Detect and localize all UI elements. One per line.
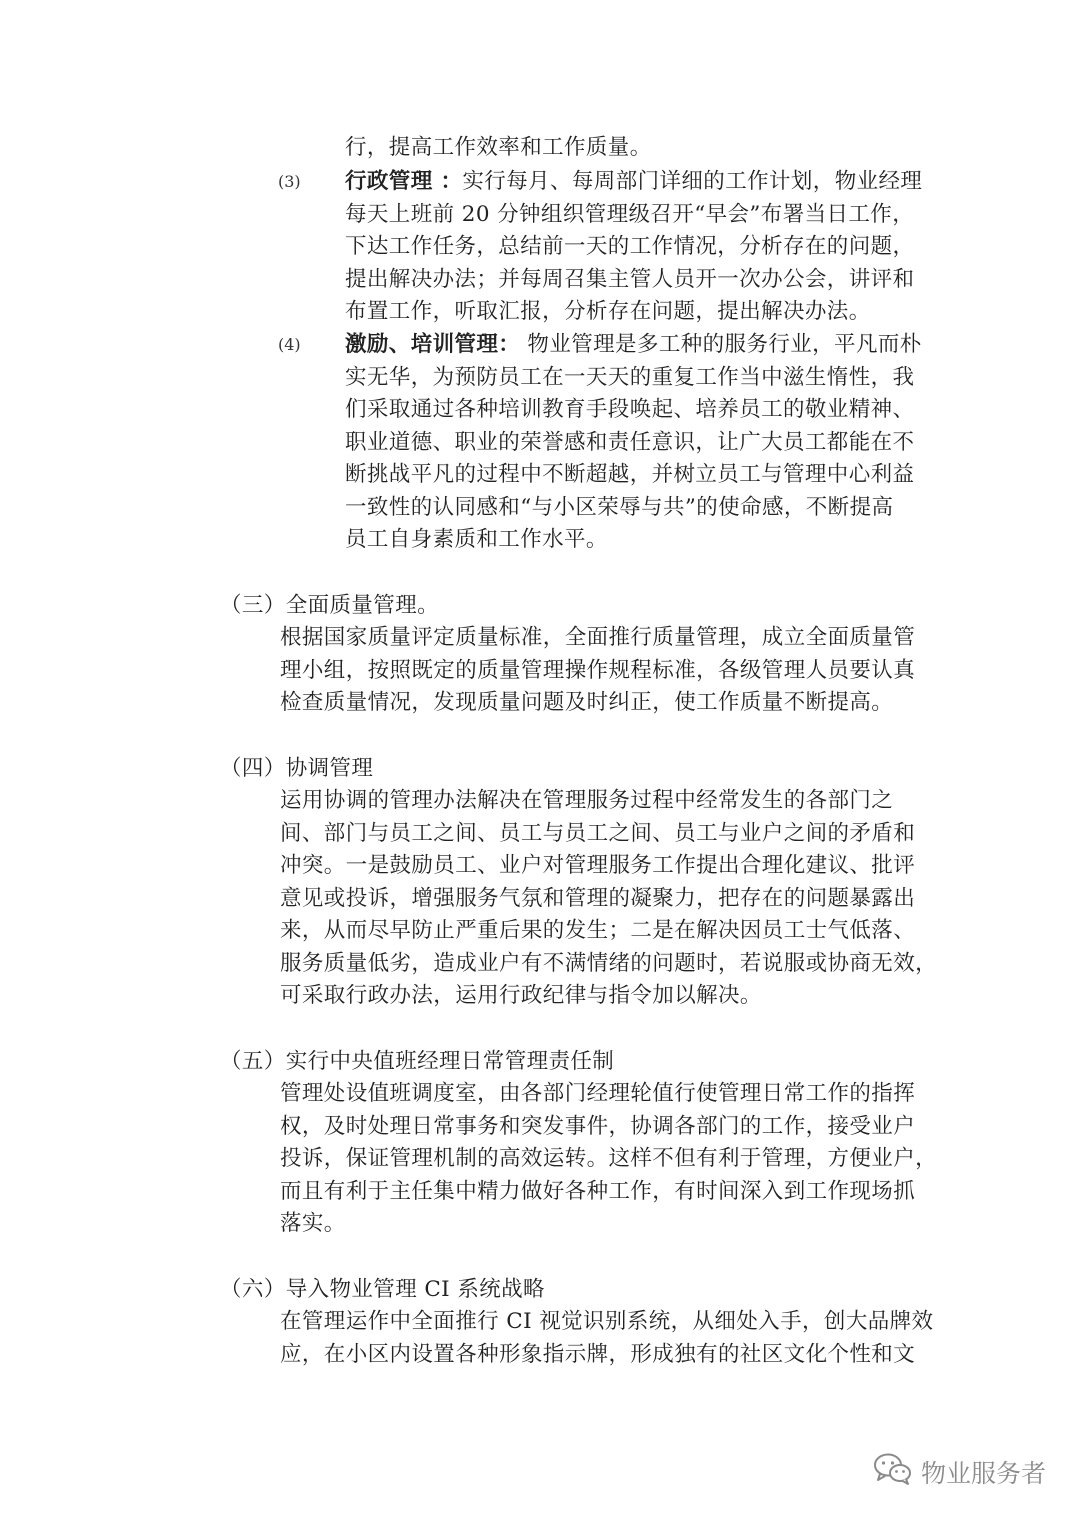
section6-line-1: 在管理运作中全面推行 CI 视觉识别系统，从细处入手，创大品牌效 [280,1309,934,1334]
watermark [873,1452,1046,1492]
section6-heading: （六）导入物业管理 CI 系统战略 [220,1277,545,1302]
wechat-icon [873,1452,913,1492]
item3-line-4: 提出解决办法；并每周召集主管人员开一次办公会，讲评和 [345,267,915,292]
section5-heading: （五）实行中央值班经理日常管理责任制 [220,1049,615,1074]
item3-marker: (3) [278,172,301,191]
item4-line-1 [345,329,922,362]
item4-line-6: 一致性的认同感和“与小区荣辱与共”的使命感，不断提高 [345,495,894,520]
item4-line-7: 员工自身素质和工作水平。 [345,527,608,552]
item2-tail-line: 行，提高工作效率和工作质量。 [345,135,652,160]
section3-heading: （三）全面质量管理。 [220,593,440,618]
section4-line-2: 间、部门与员工之间、员工与员工之间、员工与业户之间的矛盾和 [280,821,916,846]
section5-line-1: 管理处设值班调度室，由各部门经理轮值行使管理日常工作的指挥 [280,1081,916,1106]
section4-line-7: 可采取行政办法，运用行政纪律与指令加以解决。 [280,983,762,1008]
item4-line-5: 断挑战平凡的过程中不断超越，并树立员工与管理中心利益 [345,462,915,487]
section5-line-4: 而且有利于主任集中精力做好各种工作，有时间深入到工作现场抓 [280,1179,916,1204]
item3-line-1 [345,166,922,199]
item3-line-2: 每天上班前 20 分钟组织管理级召开“早会”布署当日工作， [345,202,915,227]
section4-line-3: 冲突。一是鼓励员工、业户对管理服务工作提出合理化建议、批评 [280,853,916,878]
watermark-text: 物业服务者 [920,1459,1046,1488]
section4-line-4: 意见或投诉，增强服务气氛和管理的凝聚力，把存在的问题暴露出 [280,886,916,911]
section5-line-2: 权，及时处理日常事务和突发事件，协调各部门的工作，接受业户 [280,1114,916,1139]
item4-title: 激励、培训管理： [345,332,521,357]
section5-line-5: 落实。 [280,1211,346,1236]
item4-line-1-text: 物业管理是多工种的服务行业，平凡而朴 [520,332,922,357]
item3-line-3: 下达工作任务，总结前一天的工作情况，分析存在的问题， [345,234,915,259]
item3-line-5: 布置工作，听取汇报，分析存在问题，提出解决办法。 [345,299,871,324]
item3-title: 行政管理 ： [345,169,463,194]
item4-marker: (4) [278,335,301,354]
section3-line-2: 理小组，按照既定的质量管理操作规程标准，各级管理人员要认真 [280,658,916,683]
section6-line-2: 应，在小区内设置各种形象指示牌，形成独有的社区文化个性和文 [280,1342,916,1367]
section4-line-6: 服务质量低劣，造成业户有不满情绪的问题时，若说服或协商无效， [280,951,938,976]
section3-line-3: 检查质量情况，发现质量问题及时纠正，使工作质量不断提高。 [280,690,894,715]
item3-line-1-text: 实行每月、每周部门详细的工作计划，物业经理 [462,169,923,194]
section5-line-3: 投诉，保证管理机制的高效运转。这样不但有利于管理，方便业户， [280,1146,938,1171]
item4-line-2: 实无华，为预防员工在一天天的重复工作当中滋生惰性，我 [345,365,915,390]
section4-line-1: 运用协调的管理办法解决在管理服务过程中经常发生的各部门之 [280,788,894,813]
item4-line-4: 职业道德、职业的荣誉感和责任意识，让广大员工都能在不 [345,430,915,455]
item4-line-3: 们采取通过各种培训教育手段唤起、培养员工的敬业精神、 [345,397,915,422]
section3-line-1: 根据国家质量评定质量标准，全面推行质量管理，成立全面质量管 [280,625,916,650]
section4-line-5: 来，从而尽早防止严重后果的发生；二是在解决因员工士气低落、 [280,918,916,943]
section4-heading: （四）协调管理 [220,756,374,781]
